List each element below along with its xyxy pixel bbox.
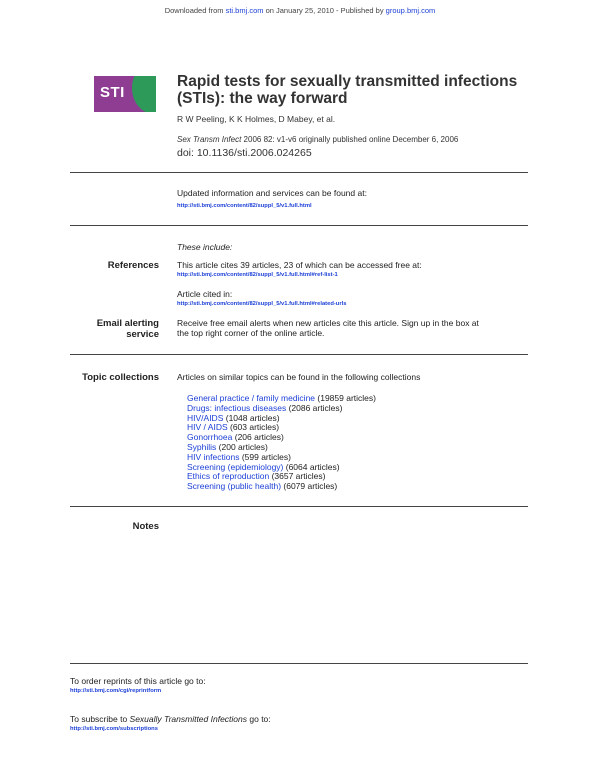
collection-link[interactable]: Syphilis — [187, 441, 217, 452]
these-include: These include: — [177, 242, 233, 252]
notes-label: Notes — [132, 521, 159, 532]
collection-link[interactable]: HIV / AIDS — [187, 422, 228, 433]
article-title — [177, 73, 517, 107]
collection-count: (206 articles) — [232, 432, 284, 443]
cites-url[interactable]: http://sti.bmj.com/content/82/suppl_5/v1.full.html#ref-list-1 — [177, 272, 338, 278]
download-notice — [0, 6, 600, 15]
topic-collections-label: Topic collections — [82, 372, 159, 383]
subscribe-prefix: To subscribe to — [70, 714, 130, 724]
collection-count: (19859 articles) — [315, 393, 376, 403]
divider — [70, 225, 528, 226]
divider — [70, 172, 528, 173]
title-line-2: (STIs): the way forward — [177, 90, 348, 107]
cited-url[interactable]: http://sti.bmj.com/content/82/suppl_5/v1.full.html#related-urls — [177, 301, 347, 307]
collection-count: (1048 articles) — [223, 412, 280, 423]
updated-text: Updated information and services can be found at: — [177, 188, 367, 198]
email-label-line-1: Email alerting — [96, 318, 159, 329]
collection-link[interactable]: HIV infections — [187, 451, 240, 462]
citation-rest: 2006 82: v1-v6 originally published online December 6, 2006 — [241, 135, 459, 144]
divider — [70, 663, 528, 664]
reprints-url[interactable]: http://sti.bmj.com/cgi/reprintform — [70, 688, 162, 694]
collection-link[interactable]: Ethics of reproduction — [187, 471, 270, 482]
authors: R W Peeling, K K Holmes, D Mabey, et al. — [177, 114, 336, 124]
publisher-link[interactable]: group.bmj.com — [385, 6, 436, 15]
divider — [70, 506, 528, 507]
collection-link[interactable]: Gonorrhoea — [187, 432, 233, 443]
collection-count: (599 articles) — [239, 451, 291, 462]
collection-link[interactable]: Screening (public health) — [187, 481, 282, 492]
references-label: References — [107, 260, 159, 271]
logo-text: STI — [100, 84, 125, 101]
collection-count: (2086 articles) — [286, 402, 343, 413]
updated-url[interactable]: http://sti.bmj.com/content/82/suppl_5/v1.full.html — [177, 203, 312, 209]
journal-name: Sex Transm Infect — [177, 135, 242, 144]
logo-arc-icon — [132, 76, 156, 112]
cited-in: Article cited in: — [177, 289, 233, 299]
subscribe-journal: Sexually Transmitted Infections — [129, 714, 248, 724]
reprints-text: To order reprints of this article go to: — [70, 676, 206, 686]
email-alerting-label — [70, 318, 159, 340]
site-link[interactable]: sti.bmj.com — [225, 6, 264, 15]
cites-text: This article cites 39 articles, 23 of which can be accessed free at: — [177, 260, 422, 270]
collection-link[interactable]: Screening (epidemiology) — [187, 461, 284, 472]
download-middle: on January 25, 2010 - Published by — [263, 6, 386, 15]
citation — [177, 135, 458, 144]
journal-logo — [94, 76, 156, 112]
subscribe-suffix: go to: — [247, 714, 271, 724]
collection-link[interactable]: HIV/AIDS — [187, 412, 224, 423]
collection-count: (3657 articles) — [269, 471, 326, 482]
doi: doi: 10.1136/sti.2006.024265 — [177, 147, 312, 159]
title-line-1: Rapid tests for sexually transmitted infections — [177, 73, 518, 90]
collection-count: (603 articles) — [227, 422, 280, 433]
email-text — [177, 318, 479, 338]
download-prefix: Downloaded from — [164, 6, 226, 15]
collection-count: (6064 articles) — [283, 461, 340, 472]
collection-link[interactable]: Drugs: infectious diseases — [187, 402, 287, 413]
collection-link[interactable]: General practice / family medicine — [187, 393, 316, 403]
divider — [70, 354, 528, 355]
subscribe-text — [70, 714, 271, 724]
email-text-line-1: Receive free email alerts when new articles cite this article. Sign up in the box at — [177, 318, 479, 328]
subscribe-url[interactable]: http://sti.bmj.com/subscriptions — [70, 726, 158, 732]
collection-count: (6079 articles) — [281, 481, 338, 492]
email-text-line-2: the top right corner of the online article. — [177, 328, 325, 338]
collection-item — [187, 482, 376, 492]
collections-list — [187, 394, 376, 492]
topics-intro: Articles on similar topics can be found in the following collections — [177, 372, 421, 382]
collection-count: (200 articles) — [216, 441, 268, 452]
email-label-line-2: service — [126, 329, 159, 340]
